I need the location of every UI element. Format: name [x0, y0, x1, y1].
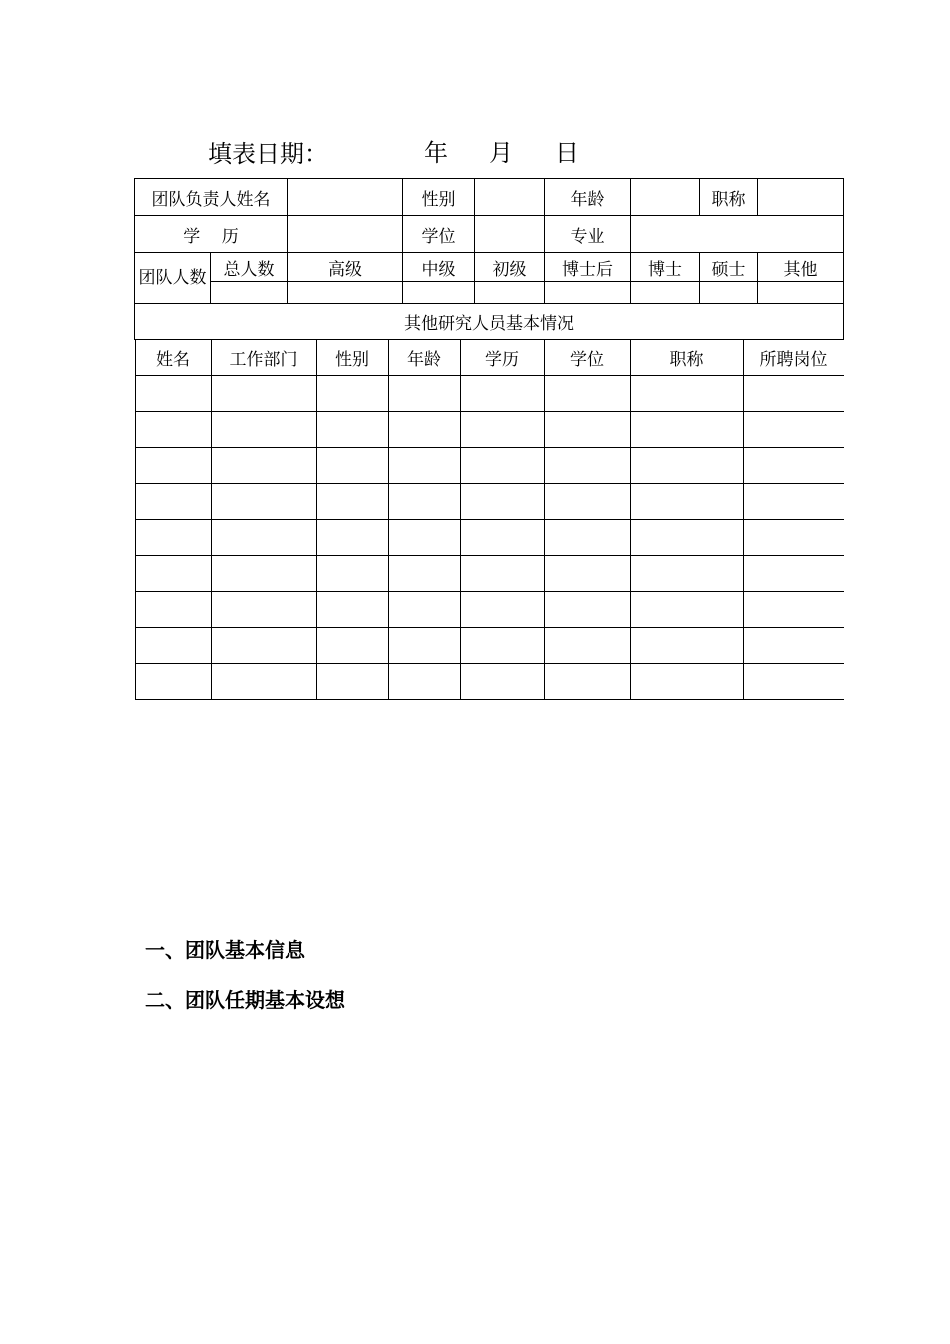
count-value-other[interactable] [758, 282, 844, 304]
researcher-cell[interactable] [388, 448, 460, 484]
col-age: 年龄 [388, 340, 460, 376]
degree-field[interactable] [475, 216, 545, 253]
researcher-cell[interactable] [135, 412, 211, 448]
researcher-cell[interactable] [316, 592, 388, 628]
researcher-cell[interactable] [544, 376, 630, 412]
researcher-row [135, 628, 844, 664]
researcher-cell[interactable] [316, 448, 388, 484]
researcher-cell[interactable] [743, 376, 844, 412]
researcher-cell[interactable] [135, 484, 211, 520]
researcher-row [135, 484, 844, 520]
researcher-cell[interactable] [743, 412, 844, 448]
researcher-row [135, 664, 844, 700]
researcher-cell[interactable] [460, 484, 544, 520]
col-title: 职称 [630, 340, 743, 376]
researcher-cell[interactable] [743, 628, 844, 664]
researcher-cell[interactable] [388, 484, 460, 520]
researcher-cell[interactable] [135, 628, 211, 664]
researcher-cell[interactable] [460, 628, 544, 664]
researcher-row [135, 592, 844, 628]
researcher-cell[interactable] [544, 520, 630, 556]
researcher-row [135, 556, 844, 592]
leader-age-label: 年龄 [545, 179, 631, 216]
researcher-cell[interactable] [630, 556, 743, 592]
count-col-intermediate: 中级 [403, 253, 475, 282]
others-body [135, 376, 844, 700]
leader-gender-label: 性别 [403, 179, 475, 216]
leader-row [135, 179, 844, 216]
researcher-cell[interactable] [211, 628, 316, 664]
major-field[interactable] [631, 216, 844, 253]
team-count-header-row [135, 253, 844, 282]
count-col-other: 其他 [758, 253, 844, 282]
leader-name-label: 团队负责人姓名 [135, 179, 288, 216]
researcher-cell[interactable] [630, 628, 743, 664]
researcher-row [135, 448, 844, 484]
count-value-master[interactable] [700, 282, 758, 304]
researcher-cell[interactable] [316, 412, 388, 448]
researcher-cell[interactable] [544, 484, 630, 520]
researcher-cell[interactable] [630, 592, 743, 628]
others-table [135, 340, 844, 700]
count-col-postdoc: 博士后 [545, 253, 631, 282]
date-month-label: 月 [489, 139, 513, 167]
researcher-cell[interactable] [211, 448, 316, 484]
major-label: 专业 [545, 216, 631, 253]
col-department: 工作部门 [211, 340, 316, 376]
researcher-cell[interactable] [630, 412, 743, 448]
researcher-cell[interactable] [630, 448, 743, 484]
team-count-value-row [135, 282, 844, 304]
researcher-cell[interactable] [135, 520, 211, 556]
researcher-cell[interactable] [544, 556, 630, 592]
researcher-cell[interactable] [135, 448, 211, 484]
researcher-cell[interactable] [388, 592, 460, 628]
researcher-cell[interactable] [544, 628, 630, 664]
count-value-total[interactable] [211, 282, 288, 304]
researcher-cell[interactable] [316, 628, 388, 664]
researcher-cell[interactable] [743, 592, 844, 628]
researcher-cell[interactable] [388, 520, 460, 556]
researcher-cell[interactable] [460, 520, 544, 556]
researcher-cell[interactable] [316, 484, 388, 520]
count-col-phd: 博士 [631, 253, 700, 282]
researcher-cell[interactable] [544, 664, 630, 700]
researcher-cell[interactable] [630, 664, 743, 700]
researcher-cell[interactable] [135, 556, 211, 592]
col-name: 姓名 [135, 340, 211, 376]
col-degree: 学位 [544, 340, 630, 376]
section-heading-term-plan: 二、团队任期基本设想 [145, 988, 345, 1012]
team-info-form [134, 178, 844, 700]
count-col-senior: 高级 [288, 253, 403, 282]
col-gender: 性别 [316, 340, 388, 376]
section-heading-basic-info: 一、团队基本信息 [145, 938, 305, 962]
count-col-total: 总人数 [211, 253, 288, 282]
researcher-cell[interactable] [460, 412, 544, 448]
count-col-junior: 初级 [475, 253, 545, 282]
researcher-cell[interactable] [630, 376, 743, 412]
researcher-cell[interactable] [135, 592, 211, 628]
leader-age-field[interactable] [631, 179, 700, 216]
others-section-title: 其他研究人员基本情况 [135, 304, 844, 340]
education-field[interactable] [288, 216, 403, 253]
researcher-row [135, 412, 844, 448]
count-col-master: 硕士 [700, 253, 758, 282]
researcher-cell[interactable] [460, 376, 544, 412]
researcher-cell[interactable] [460, 448, 544, 484]
col-position: 所聘岗位 [743, 340, 844, 376]
researcher-cell[interactable] [388, 376, 460, 412]
team-count-label: 团队人数 [135, 253, 211, 304]
researcher-cell[interactable] [135, 664, 211, 700]
researcher-cell[interactable] [460, 664, 544, 700]
date-day-label: 日 [555, 139, 579, 167]
degree-label: 学位 [403, 216, 475, 253]
count-value-phd[interactable] [631, 282, 700, 304]
researcher-row [135, 520, 844, 556]
leader-name-field[interactable] [288, 179, 403, 216]
researcher-cell[interactable] [743, 520, 844, 556]
researcher-cell[interactable] [460, 592, 544, 628]
researcher-cell[interactable] [388, 556, 460, 592]
others-table-row [135, 340, 844, 701]
others-section-title-row [135, 304, 844, 340]
researcher-cell[interactable] [211, 484, 316, 520]
researcher-cell[interactable] [743, 448, 844, 484]
researcher-cell[interactable] [316, 556, 388, 592]
researcher-cell[interactable] [211, 520, 316, 556]
researcher-cell[interactable] [460, 556, 544, 592]
researcher-cell[interactable] [743, 556, 844, 592]
others-header-row [135, 340, 844, 376]
researcher-cell[interactable] [211, 556, 316, 592]
researcher-cell[interactable] [743, 664, 844, 700]
count-value-junior[interactable] [475, 282, 545, 304]
researcher-cell[interactable] [388, 412, 460, 448]
researcher-cell[interactable] [544, 412, 630, 448]
researcher-cell[interactable] [211, 412, 316, 448]
researcher-cell[interactable] [316, 376, 388, 412]
researcher-cell[interactable] [743, 484, 844, 520]
count-value-senior[interactable] [288, 282, 403, 304]
researcher-cell[interactable] [211, 664, 316, 700]
researcher-row [135, 376, 844, 412]
fill-date-line [208, 134, 579, 169]
leader-title-field[interactable] [758, 179, 844, 216]
fill-date-label: 填表日期： [208, 140, 328, 168]
researcher-cell[interactable] [544, 592, 630, 628]
researcher-cell[interactable] [211, 592, 316, 628]
researcher-cell[interactable] [544, 448, 630, 484]
researcher-cell[interactable] [316, 520, 388, 556]
leader-gender-field[interactable] [475, 179, 545, 216]
researcher-cell[interactable] [630, 520, 743, 556]
researcher-cell[interactable] [630, 484, 743, 520]
count-value-postdoc[interactable] [545, 282, 631, 304]
education-label: 学 历 [135, 216, 288, 253]
count-value-intermediate[interactable] [403, 282, 475, 304]
col-education: 学历 [460, 340, 544, 376]
date-year-label: 年 [424, 139, 448, 167]
researcher-cell[interactable] [135, 376, 211, 412]
leader-title-label: 职称 [700, 179, 758, 216]
researcher-cell[interactable] [388, 664, 460, 700]
education-row [135, 216, 844, 253]
researcher-cell[interactable] [388, 628, 460, 664]
researcher-cell[interactable] [316, 664, 388, 700]
researcher-cell[interactable] [211, 376, 316, 412]
